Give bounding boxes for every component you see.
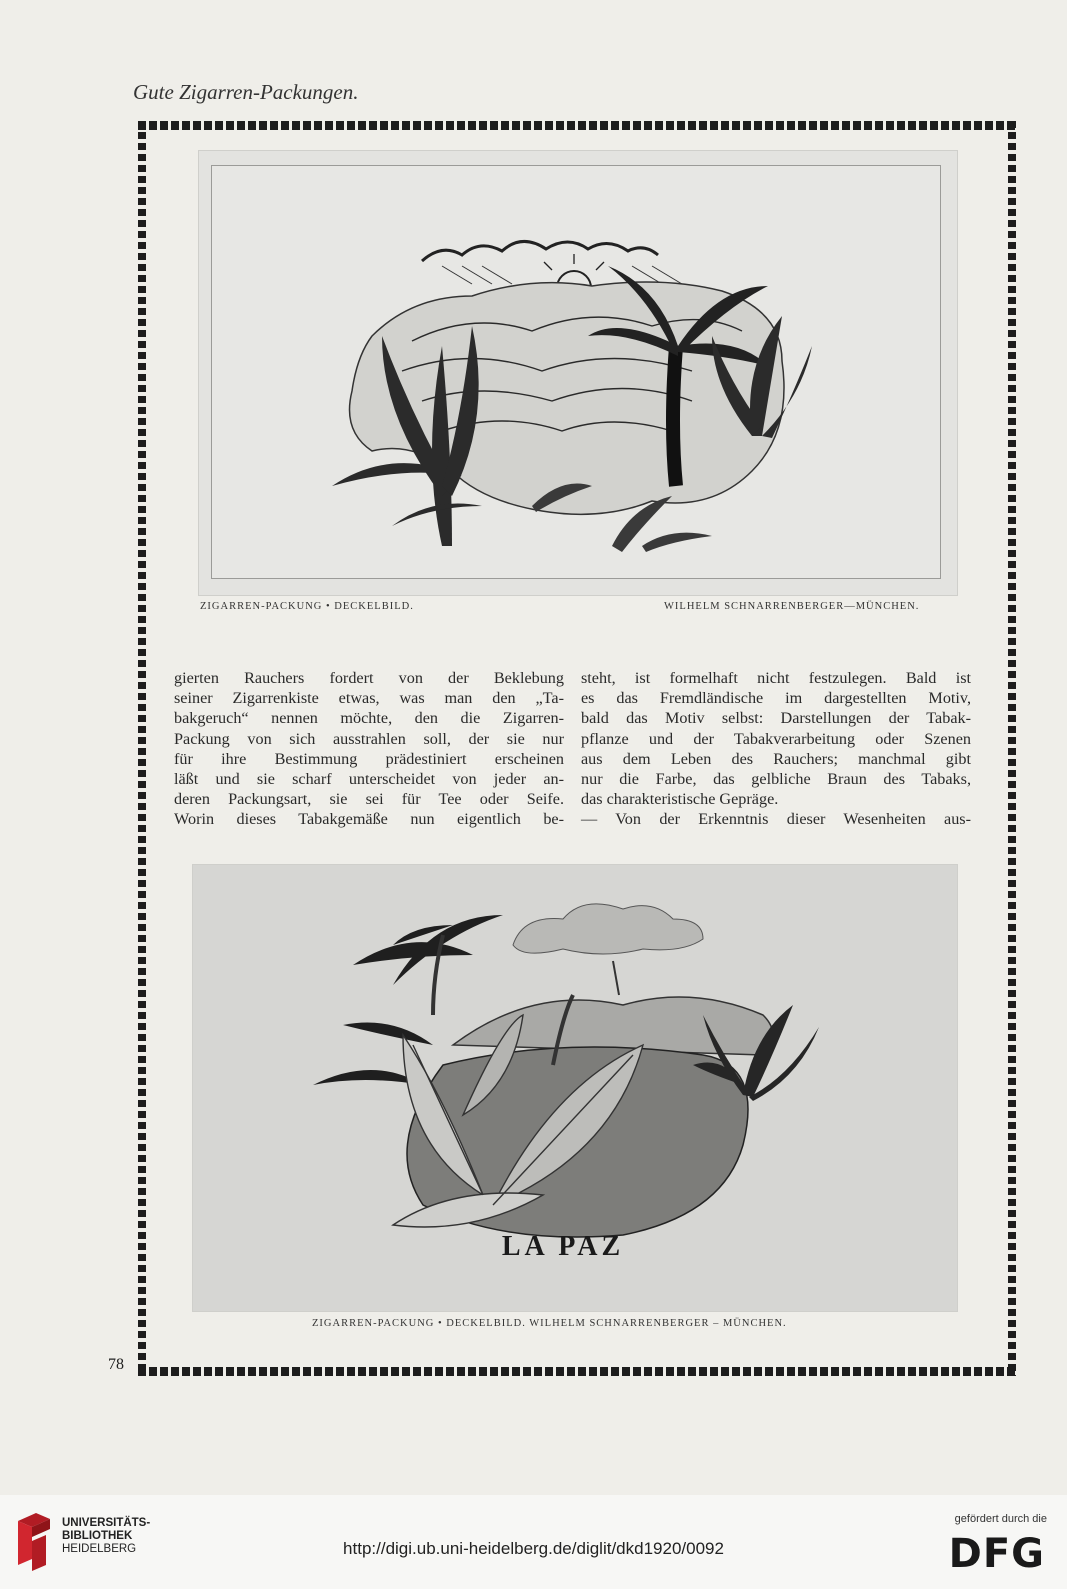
footer-bar [0,1495,1067,1589]
running-head: Gute Zigarren-Packungen. [133,80,359,104]
text-line: bakgeruch“ nennen möchte, den die Zigarren- [174,709,564,728]
text-column-left [174,668,564,830]
ornamental-border-right [1008,121,1016,1376]
figure-1-plate [198,150,958,596]
text-line: gierten Rauchers fordert von der Beklebung [174,669,564,687]
text-line: das charakteristische Gepräge. [581,790,779,809]
permalink-url[interactable]: http://digi.ub.uni-heidelberg.de/diglit/dkd1920/0092 [343,1539,724,1558]
figure-2-caption: ZIGARREN-PACKUNG • DECKELBILD. WILHELM SCHNARRENBERGER – MÜNCHEN. [312,1318,787,1329]
funding-label: gefördert durch die [954,1513,1047,1525]
library-line-3: HEIDELBERG [62,1543,137,1555]
text-line: Packung von sich ausstrahlen soll, der sie nur [174,729,564,748]
ornamental-border-left [138,121,146,1376]
text-line: steht, ist formelhaft nicht festzulegen. Bald ist [581,669,971,687]
text-line: für ihre Bestimmung prädestiniert erscheinen [174,749,564,768]
figure-2-illustration [193,865,957,1311]
text-line: pflanze und der Tabakverarbeitung oder Szenen [581,729,971,748]
dfg-logo: DFG [948,1531,1045,1577]
library-line-1: UNIVERSITÄTS- [62,1517,151,1529]
text-line: — Von der Erkenntnis dieser Wesenheiten aus- [581,810,971,829]
text-column-right [581,668,971,830]
text-line: Worin dieses Tabakgemäße nun eigentlich be- [174,810,564,829]
text-line: es das Fremdländische im dargestellten Motiv, [581,689,971,708]
text-line: läßt und sie scharf unterscheidet von jeder an- [174,770,564,789]
figure-1-illustration [212,166,940,578]
library-line-2: BIBLIOTHEK [62,1530,133,1542]
text-line: nur die Farbe, das gelbliche Braun des Tabaks, [581,770,971,789]
page-number: 78 [108,1356,124,1373]
text-line: aus dem Leben des Rauchers; manchmal gibt [581,749,971,768]
ornamental-border-bottom [138,1367,1016,1376]
figure-1-caption-left: ZIGARREN-PACKUNG • DECKELBILD. [200,601,414,612]
text-line: seiner Zigarrenkiste etwas, was man den „Ta- [174,689,564,708]
figure-2-label: LA PAZ [501,1231,625,1262]
figure-1-caption-right: WILHELM SCHNARRENBERGER—MÜNCHEN. [664,601,920,612]
text-line: deren Packungsart, sie sei für Tee oder Seife. [174,790,564,809]
text-line: bald das Motiv selbst: Darstellungen der Tabak- [581,709,971,728]
figure-1-frame [211,165,941,579]
figure-2-plate [192,864,958,1312]
ornamental-border-top [138,121,1016,130]
